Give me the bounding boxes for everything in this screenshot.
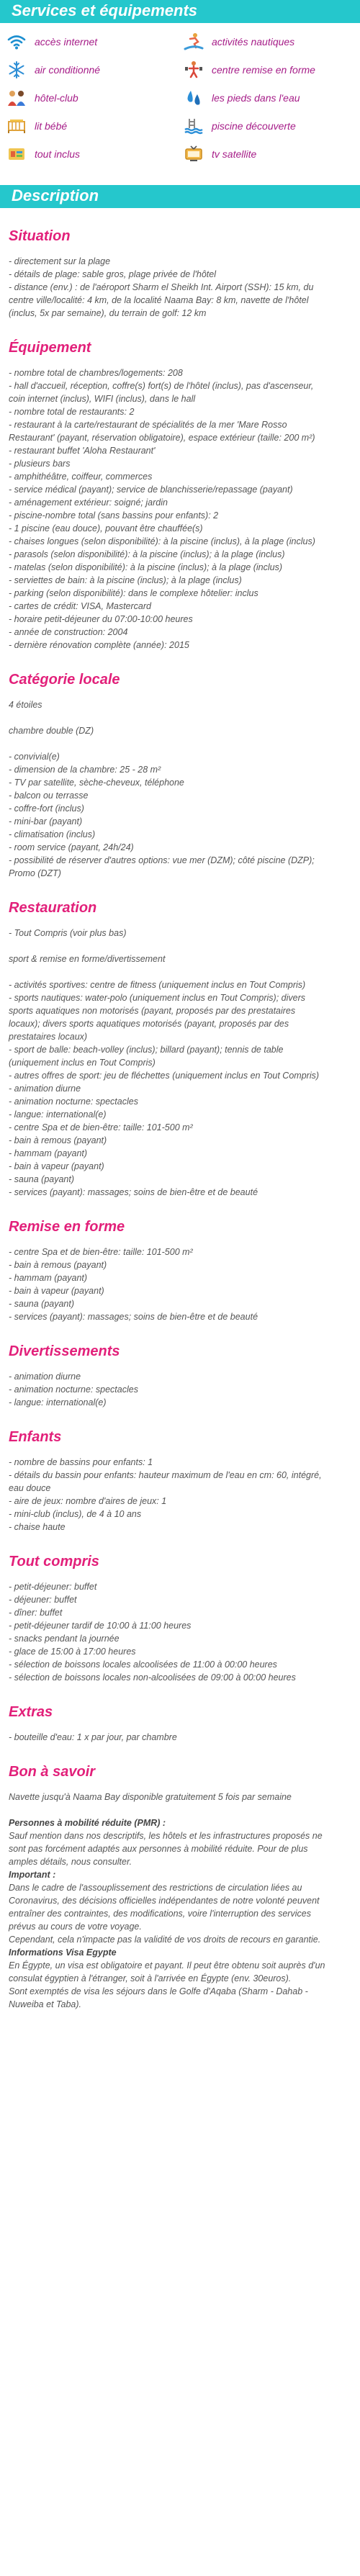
- section-line: - serviettes de bain: à la piscine (inclus); à la plage (inclus): [9, 575, 242, 585]
- section-line: Cependant, cela n'impacte pas la validité de vos droits de recours en garantie.: [9, 1935, 321, 1945]
- section-line: - TV par satellite, sèche-cheveux, téléphone: [9, 778, 184, 788]
- section-title: Extras: [9, 1704, 53, 1720]
- section-line: chambre double (DZ): [9, 726, 94, 736]
- section-line: sport & remise en forme/divertissement: [9, 954, 166, 964]
- service-label: tv satellite: [212, 148, 257, 160]
- section-title: Catégorie locale: [9, 672, 120, 688]
- section-line: - possibilité de réserver d'autres options: vue mer (DZM); côté piscine (DZP);: [9, 855, 315, 865]
- section-line: amples détails, nous consulter.: [9, 1857, 132, 1867]
- section-line: Navette jusqu'à Naama Bay disponible gratuitement 5 fois par semaine: [9, 1792, 292, 1802]
- section-title: Divertissements: [9, 1343, 120, 1359]
- section-line: - piscine-nombre total (sans bassins pour enfants): 2: [9, 510, 219, 521]
- service-item: [183, 112, 360, 140]
- section-line: - détails du bassin pour enfants: hauteur maximum de l'eau en cm: 60, intégré,: [9, 1470, 322, 1480]
- blank-line: [9, 711, 348, 724]
- section-line: - petit-déjeuner: buffet: [9, 1582, 97, 1592]
- services-title: Services et équipements: [12, 1, 198, 19]
- snowflake-icon: [6, 59, 27, 81]
- section-line: - aire de jeux: nombre d'aires de jeux: 1: [9, 1496, 167, 1506]
- surfer-icon: [183, 31, 204, 53]
- section-line: - bain à remous (payant): [9, 1260, 107, 1270]
- section-line: - convivial(e): [9, 752, 60, 762]
- section-line: - hammam (payant): [9, 1148, 88, 1158]
- service-label: centre remise en forme: [212, 63, 315, 76]
- section-line: - 1 piscine (eau douce), pouvant être chauffée(s): [9, 523, 203, 533]
- section-line: - coffre-fort (inclus): [9, 803, 84, 814]
- service-item: [6, 27, 183, 55]
- section-title: Tout compris: [9, 1554, 99, 1570]
- section-line: - déjeuner: buffet: [9, 1595, 77, 1605]
- service-item: [6, 112, 183, 140]
- section-line: - restaurant à la carte/restaurant de spécialités de la mer 'Mare Rosso: [9, 420, 287, 430]
- section-line: - chaise haute: [9, 1522, 66, 1532]
- all-inclusive-icon: [6, 143, 27, 165]
- section-line: - animation diurne: [9, 1084, 81, 1094]
- section-line: - bain à vapeur (payant): [9, 1161, 104, 1171]
- service-item: [6, 84, 183, 112]
- section-title: Restauration: [9, 900, 97, 916]
- section-line: - mini-club (inclus), de 4 à 10 ans: [9, 1509, 142, 1519]
- section-line: - balcon ou terrasse: [9, 791, 89, 801]
- section-title: Bon à savoir: [9, 1764, 96, 1780]
- service-item: [6, 55, 183, 84]
- section-line: - bouteille d'eau: 1 x par jour, par chambre: [9, 1732, 177, 1742]
- section-line: eau douce: [9, 1483, 51, 1493]
- section-line: prévus au cours de votre voyage.: [9, 1922, 142, 1932]
- section-line: - bain à remous (payant): [9, 1135, 107, 1145]
- section-line: - chaises longues (selon disponibilité): à la piscine (inclus), à la plage (inclus): [9, 536, 315, 546]
- section-line: - climatisation (inclus): [9, 829, 96, 839]
- service-item: [183, 55, 360, 84]
- section-line: sports aquatiques non motorisés (payant, proposés par des prestataires: [9, 1006, 296, 1016]
- section-line: - restaurant buffet 'Aloha Restaurant': [9, 446, 156, 456]
- service-label: activités nautiques: [212, 35, 295, 48]
- section-title: Équipement: [9, 340, 91, 356]
- service-item: [183, 84, 360, 112]
- section-line: Restaurant' (payant, réservation obligatoire), espace extérieur (taille: 200 m²): [9, 433, 315, 443]
- service-label: piscine découverte: [212, 120, 296, 132]
- description-title: Description: [12, 186, 99, 204]
- section-line: - sélection de boissons locales alcoolisées de 11:00 à 00:00 heures: [9, 1659, 277, 1670]
- section-line: - plusieurs bars: [9, 459, 71, 469]
- section-line: - centre Spa et de bien-être: taille: 101-500 m²: [9, 1122, 193, 1132]
- service-label: accès internet: [35, 35, 98, 48]
- section-line: - sports nautiques: water-polo (uniquement inclus en Tout Compris); divers: [9, 993, 306, 1003]
- crib-icon: [6, 115, 27, 137]
- section-line: Nuweiba et Taba).: [9, 1999, 81, 2009]
- section-line: - nombre total de restaurants: 2: [9, 407, 135, 417]
- fitness-icon: [183, 59, 204, 81]
- section-line: - room service (payant, 24h/24): [9, 842, 134, 852]
- club-icon: [6, 87, 27, 109]
- section-line: - sélection de boissons locales non-alcoolisées de 09:00 à 00:00 heures: [9, 1672, 296, 1683]
- section-line: - dernière rénovation complète (année): 2015: [9, 640, 189, 650]
- section-line: - mini-bar (payant): [9, 816, 83, 827]
- section-line: - année de construction: 2004: [9, 627, 128, 637]
- section-line: - directement sur la plage: [9, 256, 111, 266]
- service-item: [183, 140, 360, 168]
- section-line: - service médical (payant); service de blanchisserie/repassage (payant): [9, 485, 293, 495]
- pool-icon: [183, 115, 204, 137]
- section-line: - sport de balle: beach-volley (inclus); billard (payant); tennis de table: [9, 1045, 284, 1055]
- service-label: tout inclus: [35, 148, 81, 160]
- section-line: - parasols (selon disponibilité): à la piscine (inclus); à la plage (inclus): [9, 549, 285, 559]
- blank-line: [9, 737, 348, 750]
- section-line: - Tout Compris (voir plus bas): [9, 928, 127, 938]
- section-line: - matelas (selon disponibilité): à la piscine (inclus); à la plage (inclus): [9, 562, 283, 572]
- blank-line: [9, 965, 348, 978]
- services-header: [0, 0, 360, 23]
- section-line: (uniquement inclus en Tout Compris): [9, 1058, 156, 1068]
- section-line: - distance (env.) : de l'aéroport Sharm el Sheikh Int. Airport (SSH): 15 km, du: [9, 282, 314, 292]
- service-label: lit bébé: [35, 120, 68, 132]
- section-line: Personnes à mobilité réduite (PMR) :: [9, 1818, 166, 1828]
- section-line: Sont exemptés de visa les séjours dans le Golfe d'Aqaba (Sharm - Dahab -: [9, 1986, 308, 1996]
- section-line: 4 étoiles: [9, 700, 42, 710]
- section-line: - sauna (payant): [9, 1299, 75, 1309]
- section-line: En Égypte, un visa est obligatoire et payant. Il peut être obtenu soit auprès d'un: [9, 1960, 325, 1971]
- section-line: Coronavirus, des décisions officielles indépendantes de notre volonté peuvent: [9, 1896, 320, 1906]
- section-line: - animation diurne: [9, 1372, 81, 1382]
- section-line: - snacks pendant la journée: [9, 1634, 120, 1644]
- section-line: - glace de 15:00 à 17:00 heures: [9, 1647, 136, 1657]
- section-line: locaux); divers sports aquatiques motorisés (payant, proposés par des: [9, 1019, 289, 1029]
- section-line: - hammam (payant): [9, 1273, 88, 1283]
- section-title: Remise en forme: [9, 1219, 125, 1235]
- section-line: - nombre total de chambres/logements: 208: [9, 368, 183, 378]
- section-line: - parking (selon disponibilité): dans le complexe hôtelier: inclus: [9, 588, 258, 598]
- section-line: centre ville/localité: 4 km, de la localité Naama Bay: 8 km, navette de l'hôtel: [9, 295, 309, 305]
- service-label: air conditionné: [35, 63, 101, 76]
- section-line: - activités sportives: centre de fitness (uniquement inclus en Tout Compris): [9, 980, 306, 990]
- section-line: - hall d'accueil, réception, coffre(s) fort(s) de l'hôtel (inclus), pas d'ascenseur,: [9, 381, 314, 391]
- section-line: prestataires locaux): [9, 1032, 88, 1042]
- service-item: [183, 27, 360, 55]
- section-line: Sauf mention dans nos descriptifs, les hôtels et les infrastructures proposés ne: [9, 1831, 323, 1841]
- section-line: - cartes de crédit: VISA, Mastercard: [9, 601, 151, 611]
- section-line: - petit-déjeuner tardif de 10:00 à 11:00 heures: [9, 1621, 192, 1631]
- section-line: - animation nocturne: spectacles: [9, 1384, 138, 1395]
- services-grid: [0, 23, 360, 168]
- blank-line: [9, 1803, 348, 1816]
- section-line: - amphithéâtre, coiffeur, commerces: [9, 472, 153, 482]
- service-item: [6, 140, 183, 168]
- tv-icon: [183, 143, 204, 165]
- section-line: consulat égyptien à l'étranger, soit à l'arrivée en Égypte (env. 30euros).: [9, 1973, 292, 1983]
- section-line: - horaire petit-déjeuner du 07:00-10:00 heures: [9, 614, 193, 624]
- section-line: sont pas forcément adaptés aux personnes à mobilité réduite. Pour de plus: [9, 1844, 308, 1854]
- section-line: - services (payant): massages; soins de bien-être et de beauté: [9, 1187, 258, 1197]
- section-line: - centre Spa et de bien-être: taille: 101-500 m²: [9, 1247, 193, 1257]
- section-line: - nombre de bassins pour enfants: 1: [9, 1457, 153, 1467]
- wifi-icon: [6, 31, 27, 53]
- section-line: - détails de plage: sable gros, plage privée de l'hôtel: [9, 269, 216, 279]
- section-line: Dans le cadre de l'assouplissement des restrictions de circulation liées au: [9, 1883, 302, 1893]
- section-line: - aménagement extérieur: soigné; jardin: [9, 497, 168, 508]
- section-line: Important :: [9, 1870, 56, 1880]
- section-line: (inclus, 5x par semaine), du terrain de golf: 12 km: [9, 308, 207, 318]
- section-line: entraîner des contraintes, des modifications, voire l'interruption des services: [9, 1909, 311, 1919]
- section-line: - services (payant): massages; soins de bien-être et de beauté: [9, 1312, 258, 1322]
- service-label: les pieds dans l'eau: [212, 91, 300, 104]
- section-title: Enfants: [9, 1429, 62, 1445]
- description-content: [0, 228, 360, 2011]
- section-line: Promo (DZT): [9, 868, 61, 878]
- section-line: - animation nocturne: spectacles: [9, 1096, 138, 1107]
- section-line: - sauna (payant): [9, 1174, 75, 1184]
- blank-line: [9, 940, 348, 953]
- section-line: Informations Visa Egypte: [9, 1947, 117, 1958]
- section-line: - bain à vapeur (payant): [9, 1286, 104, 1296]
- description-header: [0, 185, 360, 208]
- section-line: - dîner: buffet: [9, 1608, 63, 1618]
- section-line: coin internet (inclus), WIFI (inclus), dans le hall: [9, 394, 196, 404]
- water-drop-icon: [183, 87, 204, 109]
- service-label: hôtel-club: [35, 91, 78, 104]
- section-line: - dimension de la chambre: 25 - 28 m²: [9, 765, 161, 775]
- section-line: - langue: international(e): [9, 1109, 107, 1120]
- section-title: Situation: [9, 228, 71, 244]
- section-line: - langue: international(e): [9, 1397, 107, 1408]
- section-line: - autres offres de sport: jeu de fléchettes (uniquement inclus en Tout Compris): [9, 1071, 320, 1081]
